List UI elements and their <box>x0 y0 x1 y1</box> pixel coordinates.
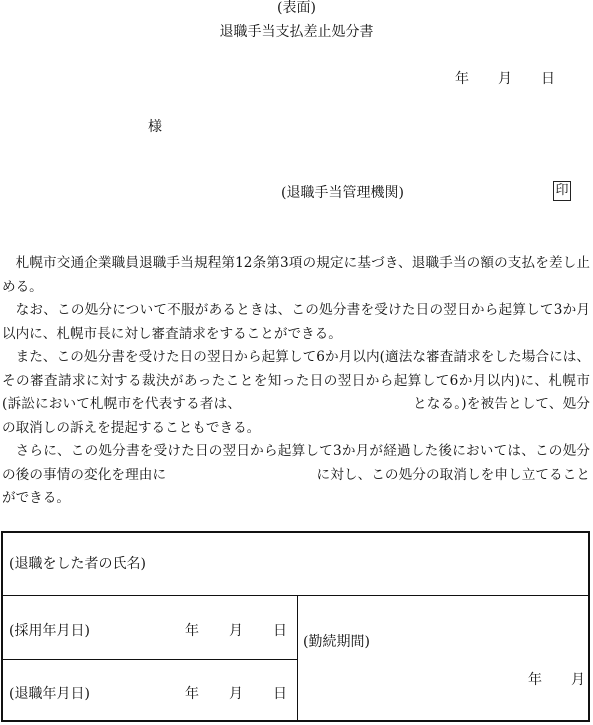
service-period-month-label: 月 <box>571 672 585 688</box>
retirement-date-day-label: 日 <box>273 686 287 702</box>
table-divider <box>297 595 298 722</box>
employee-info-table <box>1 531 590 722</box>
face-side-label: (表面) <box>277 0 316 16</box>
seal-box: 印 <box>553 181 571 201</box>
issuing-organization-label: (退職手当管理機関) <box>281 185 404 201</box>
issue-date-month-label: 月 <box>498 71 512 87</box>
hire-date-month-label: 月 <box>229 623 243 639</box>
body-paragraph: 札幌市交通企業職員退職手当規程第12条第3項の規定に基づき、退職手当の額の支払を差し止める。 <box>2 255 590 295</box>
service-period-label: (勤続期間) <box>303 634 370 650</box>
addressee-honorific: 様 <box>148 119 162 135</box>
retirement-date-year-label: 年 <box>185 686 199 702</box>
service-period-year-label: 年 <box>528 672 542 688</box>
body-paragraph: なお、この処分について不服があるときは、この処分書を受けた日の翌日から起算して3か月以内に、札幌市長に対し審査請求をすることができる。 <box>2 302 590 342</box>
body-text <box>2 252 590 511</box>
hire-date-day-label: 日 <box>273 623 287 639</box>
body-paragraph: また、この処分書を受けた日の翌日から起算して6か月以内(適法な審査請求をした場合には、その審査請求に対する裁決があったことを知った日の翌日から起算して6か月以内)に、札幌市(訴訟において札幌市を代表する者は、 となる。)を被告として、処分の取消しの訴えを提起することもできる。 <box>2 349 590 436</box>
table-divider <box>3 595 588 596</box>
retirement-date-label: (退職年月日) <box>9 686 90 702</box>
issue-date-day-label: 日 <box>541 71 555 87</box>
retiree-name-label: (退職をした者の氏名) <box>9 556 146 572</box>
retirement-date-month-label: 月 <box>229 686 243 702</box>
hire-date-year-label: 年 <box>185 623 199 639</box>
document-title: 退職手当支払差止処分書 <box>219 24 374 40</box>
hire-date-label: (採用年月日) <box>9 623 90 639</box>
table-divider <box>3 659 297 660</box>
issue-date-year-label: 年 <box>455 71 469 87</box>
body-paragraph: さらに、この処分書を受けた日の翌日から起算して3か月が経過した後においては、この処分の後の事情の変化を理由に に対し、この処分の取消しを申し立てることができる。 <box>2 443 590 506</box>
